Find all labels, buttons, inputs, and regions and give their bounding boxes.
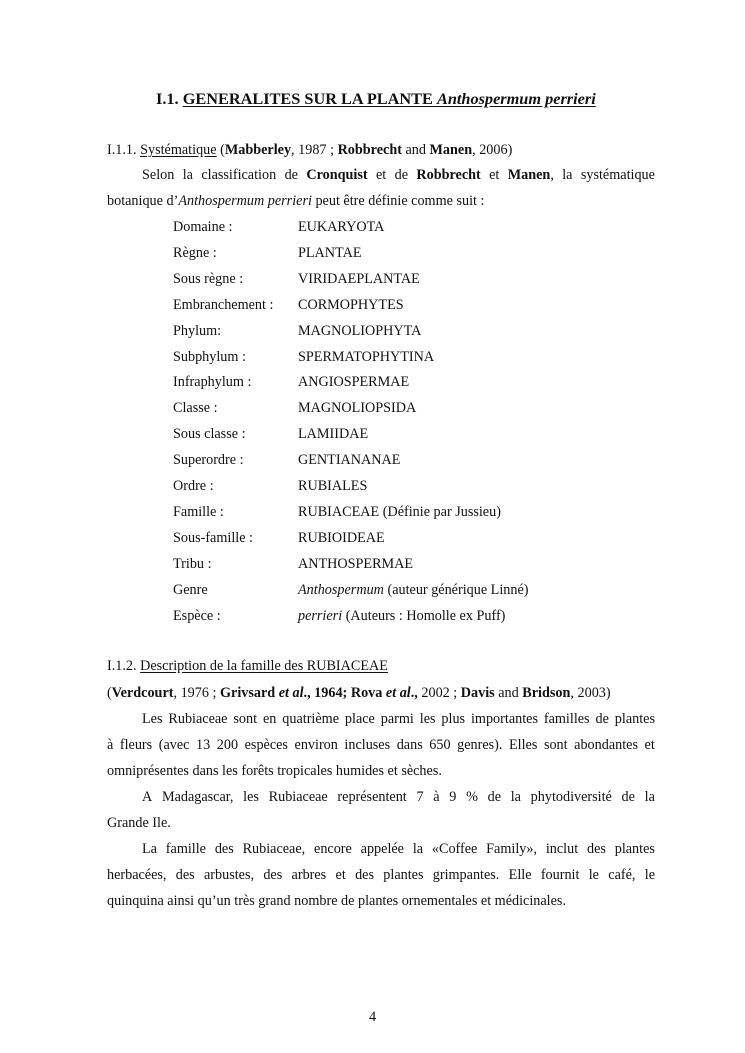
word: Rubiaceae [268,789,328,805]
word: la [412,841,424,857]
reference-text: ( [107,685,112,701]
taxonomy-row [173,451,401,469]
word: Elle [508,867,532,883]
taxonomy-row [173,244,362,262]
taxonomy-rank: Phylum: [173,322,222,339]
reference-text: ., 1964; [303,685,351,701]
taxonomy-value: SPERMATOPHYTINA [298,348,435,365]
word: quatrième [282,711,339,727]
page-title [156,90,596,108]
taxonomy-rank: Famille : [173,503,224,520]
word: espèces [244,737,288,753]
reference-text: ., [410,685,422,701]
taxonomy-rank: Espèce : [173,607,221,624]
word: 650 [429,737,451,753]
section1-heading [107,141,512,159]
taxonomy-rank: Règne : [173,244,217,261]
section1-heading-text: Systématique [140,142,217,158]
word: fleurs [119,737,153,753]
taxonomy-value: perrieri (Auteurs : Homolle ex Puff) [298,607,506,624]
taxonomy-rank: Classe : [173,400,218,417]
word: A [142,789,153,805]
taxonomy-value: PLANTAE [298,244,362,261]
word: inclut [545,841,579,857]
word: des [263,867,283,883]
taxonomy-value: ANTHOSPERMAE [298,555,414,572]
intro-word: la [182,167,193,183]
word: appelée [360,841,404,857]
reference-text: Grivsard [219,685,279,701]
word: et [335,867,346,883]
word: plantes [383,867,424,883]
section2-heading-text: Description de la famille des RUBIACEAE [140,658,388,674]
word: en [262,711,277,727]
word: des [586,841,606,857]
word: herbacées, [107,867,167,883]
word: les [243,789,259,805]
taxonomy-value: RUBIALES [298,478,368,494]
word: de [595,711,609,727]
taxonomy-row [173,373,410,391]
taxonomy-value: MAGNOLIOPSIDA [298,400,417,417]
taxonomy-row [173,399,417,417]
taxonomy-rank: Sous-famille : [173,529,253,546]
taxonomy-note: (Définie par Jussieu) [379,503,501,520]
word: Madagascar, [161,789,234,805]
reference-text: et al [278,685,304,701]
word: genres). [457,737,503,753]
intro-word: de [394,167,408,183]
intro-word: de [284,167,298,183]
intro-word: systématique [580,167,655,183]
taxonomy-row [173,348,435,366]
word: 13 [196,737,211,753]
intro-text: peut être définie comme suit : [311,193,485,209]
word: importantes [470,711,538,727]
section2-heading [107,657,388,675]
intro-word: et [489,167,500,183]
intro-word: la [562,167,573,183]
reference-text: Davis [460,685,495,701]
word: incluses [344,737,391,753]
word: plantes [614,841,655,857]
word: représentent [337,789,407,805]
section1-number: I.1.1. [107,142,141,158]
word: des [175,867,195,883]
reference-text: , 2003) [570,685,611,701]
reference-text: Manen [429,142,473,158]
word: encore [314,841,352,857]
taxonomy-rank: Infraphylum : [173,374,252,391]
intro-word: classification [201,167,277,183]
taxonomy-value: LAMIIDAE [298,426,369,443]
taxonomy-rank: Embranchement : [173,296,274,313]
taxonomy-rank: Superordre : [173,452,244,469]
word: sont [543,737,568,753]
p1-line3: omniprésentes dans les forêts tropicales humides et sèches. [107,763,442,779]
taxonomy-value: VIRIDAEPLANTAE [298,270,420,287]
taxonomy-row [173,581,529,599]
word: le [588,867,599,883]
taxonomy-row [173,218,385,236]
word: des [214,841,234,857]
word: parmi [380,711,414,727]
reference-text: 2002 ; [421,685,461,701]
intro-text: botanique d’ [107,193,179,209]
taxonomy-value: RUBIACEAE (Définie par Jussieu) [298,503,501,520]
taxonomy-row [173,322,422,340]
word: les [419,711,436,727]
taxonomy-value: RUBIOIDEAE [298,529,385,546]
taxonomy-value: EUKARYOTA [298,219,385,235]
word: sont [233,711,258,727]
taxonomy-row [173,555,414,573]
word: abondantes [574,737,638,753]
word: la [510,789,521,805]
taxonomy-row [173,425,369,443]
taxonomy-rank: Subphylum : [173,348,246,365]
word: 7 [416,789,424,805]
title-number: I.1. [156,89,183,108]
reference-text: , 2006) [472,142,513,158]
word: familles [543,711,590,727]
reference-text: , 1976 ; [173,685,220,701]
word: et [644,737,655,753]
reference-text: and [494,685,523,701]
taxonomy-rank: Domaine : [173,219,233,235]
word: arbres [291,867,327,883]
reference-text: Verdcourt [111,685,174,701]
word: arbustes, [203,867,255,883]
word: plus [441,711,466,727]
word: environ [294,737,338,753]
taxonomy-rank: Genre [173,581,208,598]
word: famille [165,841,206,857]
section2-number: I.1.2. [107,658,141,674]
taxonomy-row [173,529,385,547]
word: café, [608,867,636,883]
p3-line1 [142,840,655,858]
word: fournit [540,867,580,883]
page-number: 4 [368,1009,377,1025]
section1-intro-line2 [107,192,484,210]
word: phytodiversité [530,789,612,805]
word: La [142,841,157,857]
word: Rubiaceae, [242,841,306,857]
word: Elles [509,737,538,753]
reference-text: ( [216,142,225,158]
section1-intro-line1 [142,166,655,184]
intro-text: Anthospermum perrieri [178,193,312,209]
taxonomy-value: MAGNOLIOPHYTA [298,322,422,339]
word: le [644,867,655,883]
taxonomy-value: Anthospermum (auteur générique Linné) [298,581,529,598]
word: «Coffee [431,841,478,857]
p2-line2: Grande Ile. [107,815,171,831]
taxonomy-rank: Tribu : [173,555,212,572]
reference-text: Mabberley [224,142,292,158]
taxonomy-row [173,503,501,521]
word: à [433,789,440,805]
taxonomy-row [173,607,506,625]
section2-references [107,684,611,702]
p1-line1 [142,710,655,728]
taxonomy-value: CORMOPHYTES [298,296,404,313]
word: (avec [158,737,190,753]
intro-word: Robbrecht [416,167,481,183]
title-main: GENERALITES SUR LA PLANTE [182,89,437,108]
reference-text: et al [385,685,411,701]
reference-text: , 1987 ; [291,142,338,158]
reference-text: Bridson [522,685,571,701]
word: plantes [614,711,655,727]
reference-text: Robbrecht [337,142,402,158]
intro-word: Manen, [507,167,554,183]
taxonomy-note: (Auteurs : Homolle ex Puff) [342,607,506,624]
taxonomy-row [173,270,420,288]
word: à [107,737,114,753]
word: Family», [486,841,537,857]
title-species: Anthospermum perrieri [436,89,596,108]
intro-word: Cronquist [306,167,368,183]
intro-word: Selon [142,167,175,183]
taxonomy-row [173,477,368,495]
reference-text: and [401,142,430,158]
word: place [344,711,375,727]
taxonomy-row [173,296,404,314]
word: de [487,789,501,805]
taxonomy-rank: Ordre : [173,478,214,494]
p2-line1 [142,788,655,806]
reference-text: Rova [350,685,386,701]
word: % [466,789,478,805]
taxonomy-rank: Sous classe : [173,426,246,443]
p3-line3: quinquina ainsi qu’un très grand nombre de plantes ornementales et médicinales. [107,893,566,909]
intro-word: et [375,167,387,183]
taxonomy-note: (auteur générique Linné) [383,581,529,598]
p3-line2 [107,866,655,884]
word: Les [142,711,163,727]
word: 9 [449,789,457,805]
word: la [644,789,655,805]
word: grimpantes. [432,867,500,883]
taxonomy-value: ANGIOSPERMAE [298,374,410,391]
word: des [355,867,374,883]
word: Rubiaceae [168,711,228,727]
section1-references [217,142,513,158]
word: de [621,789,635,805]
p1-line2 [107,736,655,754]
taxonomy-rank: Sous règne : [173,270,244,287]
word: 200 [216,737,239,753]
word: dans [396,737,423,753]
taxonomy-value: GENTIANANAE [298,452,401,469]
